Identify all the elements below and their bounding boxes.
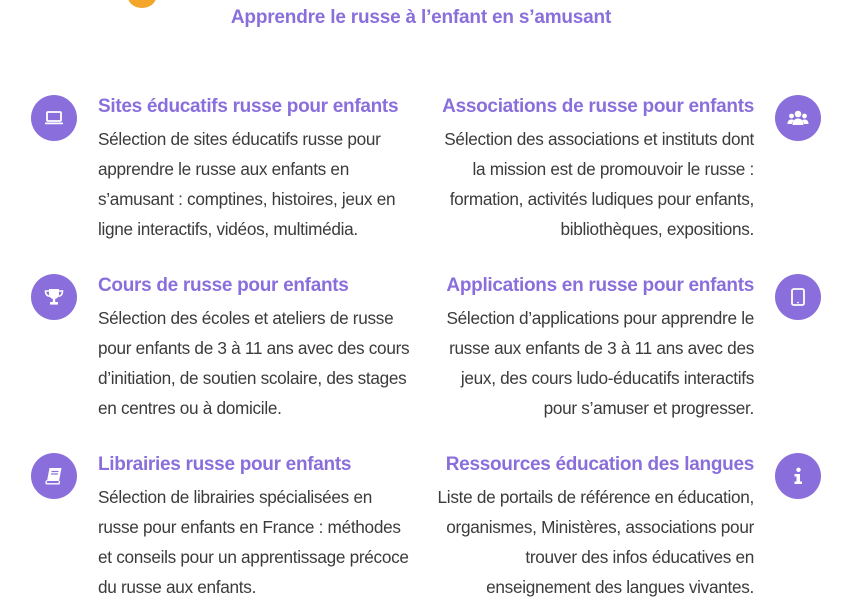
feature-sites: [98, 95, 416, 244]
feature-title[interactable]: Applications en russe pour enfants: [446, 275, 754, 296]
feature-description: Sélection de sites éducatifs russe pour apprendre le russe aux enfants en s’amusant : comptines, histoires, jeux en ligne interactifs, vidéos, multimédia.: [98, 129, 396, 239]
book-icon[interactable]: [31, 453, 77, 499]
users-icon[interactable]: [775, 95, 821, 141]
info-icon[interactable]: [775, 453, 821, 499]
feature-title[interactable]: Librairies russe pour enfants: [98, 454, 352, 475]
section-subtitle: Apprendre le russe à l’enfant en s’amusant: [230, 7, 612, 28]
feature-title[interactable]: Associations de russe pour enfants: [442, 96, 754, 117]
tablet-icon[interactable]: [775, 274, 821, 320]
feature-title[interactable]: Ressources éducation des langues: [445, 454, 754, 475]
feature-description: Sélection d’applications pour apprendre le russe aux enfants de 3 à 11 ans avec des jeux, des cours ludo-éducatifs interactifs pour s’amuser et progresser.: [446, 308, 754, 418]
feature-applications: [434, 274, 754, 423]
trophy-icon[interactable]: [31, 274, 77, 320]
feature-librairies: [98, 453, 416, 602]
feature-cours: [98, 274, 416, 423]
laptop-icon[interactable]: [31, 95, 77, 141]
feature-title[interactable]: Cours de russe pour enfants: [98, 275, 349, 296]
feature-description: Liste de portails de référence en éducation, organismes, Ministères, associations pour trouver des infos éducatives en enseignement des langues vivantes.: [437, 487, 754, 597]
feature-ressources: [434, 453, 754, 602]
feature-description: Sélection des écoles et ateliers de russe pour enfants de 3 à 11 ans avec des cours d’initiation, de soutien scolaire, des stages en centres ou à domicile.: [98, 308, 410, 418]
feature-description: Sélection de librairies spécialisées en russe pour enfants en France : méthodes et conseils pour un apprentissage précoce du russe aux enfants.: [98, 487, 409, 597]
feature-description: Sélection des associations et instituts dont la mission est de promouvoir le russe : formation, activités ludiques pour enfants, bibliothèques, expositions.: [444, 129, 754, 239]
feature-associations: [434, 95, 754, 244]
feature-title[interactable]: Sites éducatifs russe pour enfants: [98, 96, 399, 117]
